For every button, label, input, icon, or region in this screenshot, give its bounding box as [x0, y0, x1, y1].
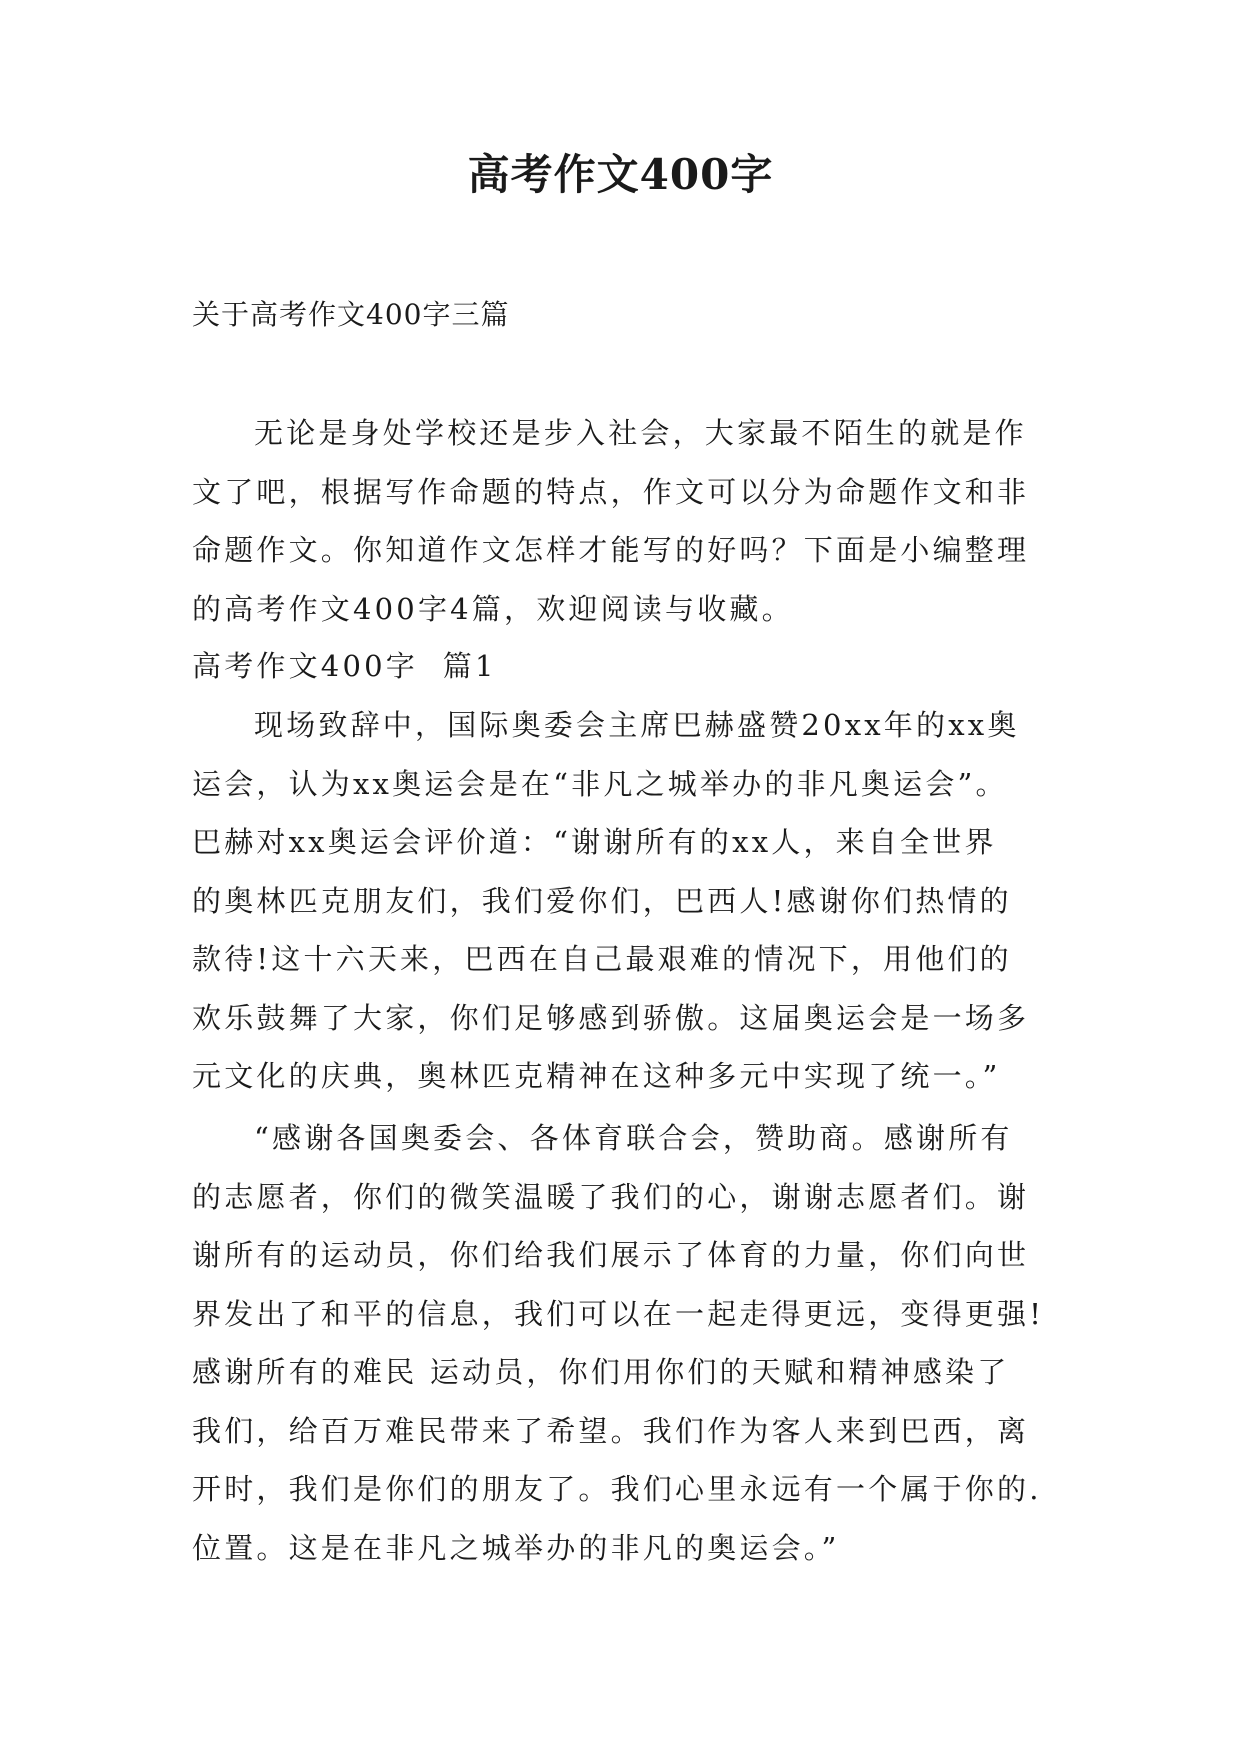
page-title: 高考作文400字	[467, 150, 774, 199]
text-line: 欢乐鼓舞了大家，你们足够感到骄傲。这届奥运会是一场多	[192, 1000, 1030, 1035]
text-line: 感谢所有的难民 运动员，你们用你们的天赋和精神感染了	[192, 1355, 1010, 1389]
document-subtitle: 关于高考作文400字三篇	[192, 298, 510, 331]
text-line: 元文化的庆典，奥林匹克精神在这种多元中实现了统一。”	[192, 1059, 1001, 1093]
text-line: 现场致辞中，国际奥委会主席巴赫盛赞20xx年的xx奥	[254, 708, 1020, 742]
intro-paragraph	[192, 404, 1062, 638]
text-line: 我们，给百万难民带来了希望。我们作为客人来到巴西，离	[192, 1413, 1030, 1448]
section-heading-text: 高考作文400字 篇1	[192, 649, 497, 683]
text-line: 开时，我们是你们的朋友了。我们心里永远有一个属于你的.	[192, 1472, 1042, 1506]
text-line: 款待!这十六天来，巴西在自己最艰难的情况下，用他们的	[192, 942, 1012, 976]
text-line: 位置。这是在非凡之城举办的非凡的奥运会。”	[192, 1530, 840, 1565]
essay-paragraph-1	[192, 696, 1062, 1106]
text-line: 界发出了和平的信息，我们可以在一起走得更远，变得更强!	[192, 1296, 1045, 1331]
text-line: 运会，认为xx奥运会是在“非凡之城举办的非凡奥运会”。	[192, 766, 1008, 801]
text-line: 文了吧，根据写作命题的特点，作文可以分为命题作文和非	[192, 474, 1030, 509]
text-line: 命题作文。你知道作文怎样才能写的好吗？下面是小编整理	[192, 533, 1030, 567]
text-line: 巴赫对xx奥运会评价道：“谢谢所有的xx人，来自全世界	[192, 825, 997, 859]
text-line: 的高考作文400字4篇，欢迎阅读与收藏。	[192, 591, 794, 626]
text-line: “感谢各国奥委会、各体育联合会，赞助商。感谢所有	[254, 1121, 1013, 1155]
text-line: 的奥林匹克朋友们，我们爱你们，巴西人!感谢你们热情的	[192, 883, 1012, 918]
text-line: 的志愿者，你们的微笑温暖了我们的心，谢谢志愿者们。谢	[192, 1179, 1030, 1214]
text-line: 谢所有的运动员，你们给我们展示了体育的力量，你们向世	[192, 1238, 1030, 1272]
essay-paragraph-2	[192, 1109, 1062, 1577]
section-heading	[192, 637, 1062, 696]
text-line: 无论是身处学校还是步入社会，大家最不陌生的就是作	[254, 416, 1027, 450]
